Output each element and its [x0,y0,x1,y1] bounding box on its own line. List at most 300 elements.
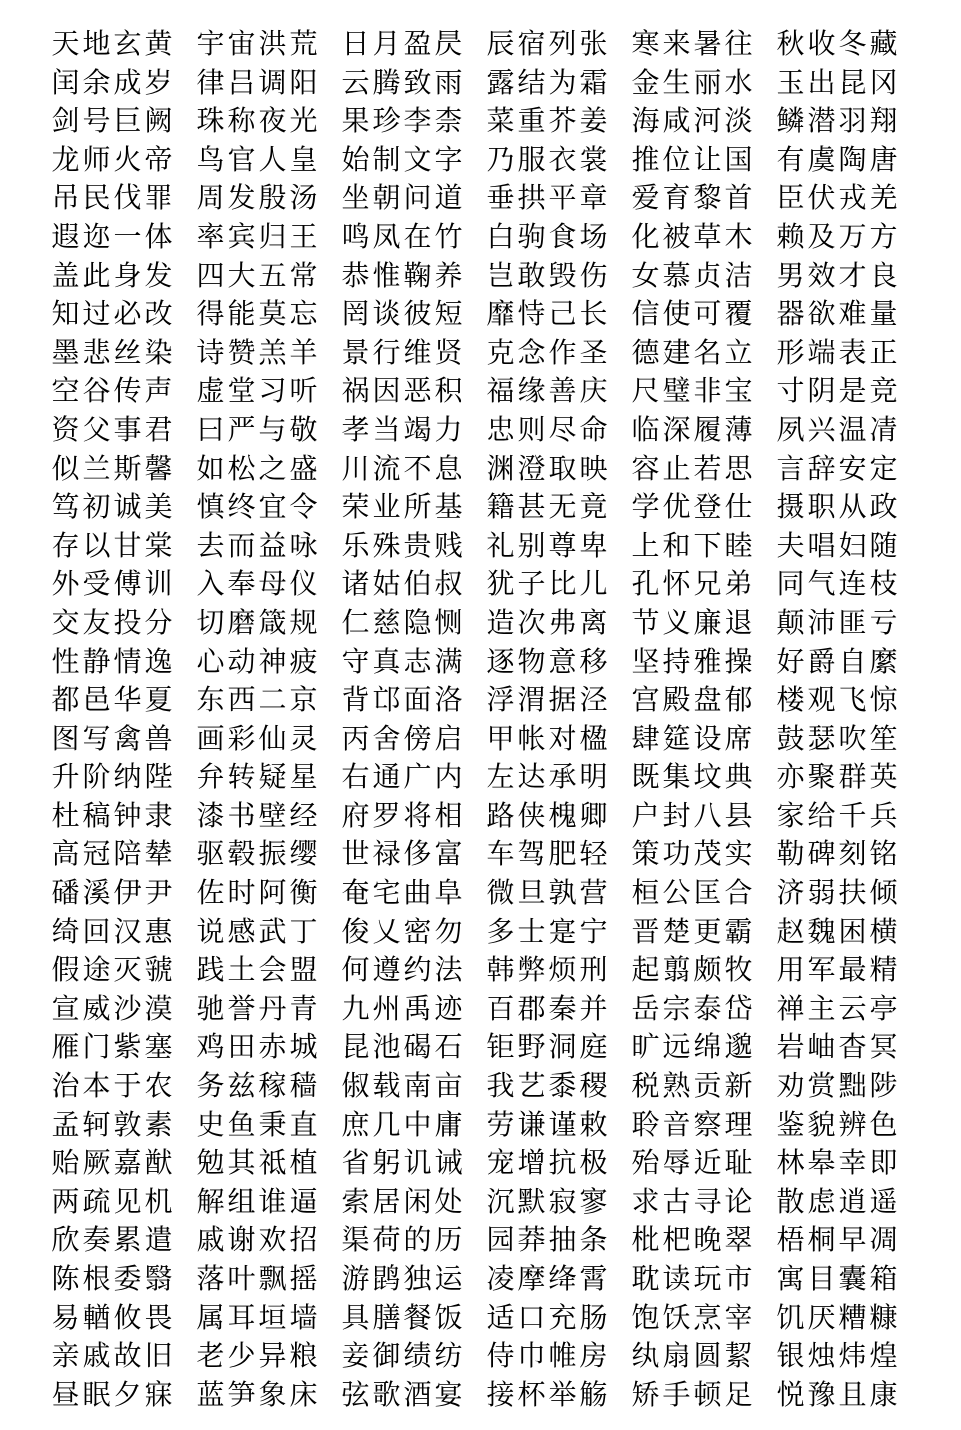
character-cell: 王 [289,219,318,253]
character-cell: 美 [144,490,173,524]
grid-row [50,102,899,141]
phrase-group [775,411,899,450]
character-cell: 属 [196,1300,225,1334]
character-cell: 辨 [838,1107,867,1141]
character-cell: 平 [548,181,577,215]
character-cell: 黎 [693,181,722,215]
phrase-group [775,102,899,141]
character-cell: 优 [662,490,691,524]
phrase-group [340,372,464,411]
character-cell: 铭 [869,837,898,871]
phrase-group [630,1376,754,1415]
character-cell: 明 [579,760,608,794]
character-cell: 杳 [838,1030,867,1064]
character-cell: 宴 [434,1377,463,1411]
character-cell: 殊 [372,528,401,562]
character-cell: 酒 [403,1377,432,1411]
phrase-group [775,488,899,527]
character-cell: 无 [548,490,577,524]
character-cell: 鸣 [341,219,370,253]
character-cell: 石 [434,1030,463,1064]
character-cell: 车 [486,837,515,871]
character-cell: 城 [289,1030,318,1064]
character-cell: 殷 [258,181,287,215]
phrase-group [50,1299,174,1338]
character-cell: 弟 [724,567,753,601]
character-cell: 宣 [51,991,80,1025]
character-cell: 素 [144,1107,173,1141]
character-cell: 俊 [341,914,370,948]
character-cell: 侍 [486,1339,515,1373]
character-cell: 洛 [434,683,463,717]
character-cell: 临 [631,412,660,446]
character-cell: 覆 [724,297,753,331]
character-cell: 落 [196,1262,225,1295]
character-cell: 器 [776,297,805,331]
phrase-group [485,218,609,257]
phrase-group [630,372,754,411]
character-cell: 勉 [196,1146,225,1180]
character-cell: 闰 [51,65,80,99]
character-cell: 群 [838,760,867,794]
character-cell: 殿 [662,683,691,717]
character-cell: 改 [144,297,173,331]
character-cell: 盟 [289,953,318,987]
phrase-group [630,681,754,720]
character-cell: 左 [486,760,515,794]
character-cell: 剑 [51,104,80,138]
character-cell: 松 [227,451,256,485]
character-cell: 故 [113,1339,142,1373]
character-cell: 厥 [82,1146,111,1180]
character-cell: 服 [517,142,546,176]
character-cell: 天 [51,27,80,60]
character-cell: 职 [807,490,836,524]
character-cell: 升 [51,760,80,794]
character-cell: 雅 [693,644,722,678]
character-cell: 实 [724,837,753,871]
grid-row [50,257,899,296]
character-cell: 煌 [869,1339,898,1373]
character-cell: 荣 [341,490,370,524]
phrase-group [485,450,609,489]
character-cell: 古 [662,1184,691,1218]
phrase-group [485,913,609,952]
character-cell: 疲 [289,644,318,678]
character-cell: 姑 [372,567,401,601]
phrase-group [775,604,899,643]
character-cell: 民 [82,181,111,215]
phrase-group [340,835,464,874]
character-cell: 上 [631,528,660,562]
character-cell: 裳 [579,142,608,176]
character-cell: 切 [196,605,225,639]
character-cell: 猷 [144,1146,173,1180]
character-cell: 寐 [144,1377,173,1411]
character-cell: 基 [434,490,463,524]
character-cell: 宗 [662,991,691,1025]
character-cell: 缨 [289,837,318,871]
character-cell: 寓 [776,1262,805,1295]
character-cell: 霜 [579,65,608,99]
character-cell: 尊 [548,528,577,562]
character-cell: 雁 [51,1030,80,1064]
character-cell: 荷 [372,1223,401,1257]
phrase-group [50,527,174,566]
phrase-group [630,257,754,296]
character-cell: 会 [258,953,287,987]
character-cell: 力 [434,412,463,446]
character-cell: 岩 [776,1030,805,1064]
phrase-group [775,1260,899,1299]
character-cell: 号 [82,104,111,138]
character-cell: 结 [517,65,546,99]
phrase-group [775,257,899,296]
phrase-group [775,334,899,373]
character-cell: 志 [403,644,432,678]
phrase-group [50,141,174,180]
character-cell: 登 [693,490,722,524]
character-cell: 所 [403,490,432,524]
character-cell: 静 [82,644,111,678]
character-cell: 周 [196,181,225,215]
character-cell: 爱 [631,181,660,215]
phrase-group [340,1067,464,1106]
character-cell: 辰 [486,27,515,60]
phrase-group [485,1106,609,1145]
character-cell: 流 [372,451,401,485]
character-cell: 巨 [113,104,142,138]
character-cell: 手 [662,1377,691,1411]
character-cell: 匪 [838,605,867,639]
character-cell: 恃 [517,297,546,331]
phrase-group [340,141,464,180]
character-cell: 女 [631,258,660,292]
character-cell: 草 [693,219,722,253]
character-cell: 仁 [341,605,370,639]
character-cell: 谢 [227,1223,256,1257]
phrase-group [775,1183,899,1222]
phrase-group [485,604,609,643]
character-cell: 浮 [486,683,515,717]
character-cell: 勿 [434,914,463,948]
character-cell: 忠 [486,412,515,446]
character-cell: 存 [51,528,80,562]
character-cell: 冈 [869,65,898,99]
character-cell: 持 [662,644,691,678]
character-cell: 面 [403,683,432,717]
phrase-group [775,643,899,682]
phrase-group [340,720,464,759]
character-cell: 路 [486,798,515,832]
character-cell: 莽 [517,1223,546,1257]
phrase-group [50,604,174,643]
character-cell: 宿 [517,27,546,60]
character-cell: 贻 [51,1146,80,1180]
character-cell: 意 [548,644,577,678]
character-cell: 墨 [51,335,80,369]
character-cell: 馨 [144,451,173,485]
character-cell: 起 [631,953,660,987]
phrase-group [340,1337,464,1376]
phrase-group [630,1260,754,1299]
character-cell: 求 [631,1184,660,1218]
character-cell: 散 [776,1184,805,1218]
phrase-group [340,681,464,720]
character-cell: 晋 [631,914,660,948]
character-cell: 赤 [258,1030,287,1064]
character-cell: 高 [51,837,80,871]
character-cell: 畏 [144,1300,173,1334]
phrase-group [50,681,174,720]
character-cell: 念 [517,335,546,369]
character-cell: 翦 [662,953,691,987]
character-cell: 甲 [486,721,515,755]
character-cell: 公 [662,876,691,910]
character-cell: 思 [724,451,753,485]
character-cell: 映 [579,451,608,485]
phrase-group [630,758,754,797]
character-cell: 讥 [403,1146,432,1180]
character-cell: 自 [838,644,867,678]
phrase-group [630,64,754,103]
character-cell: 笋 [227,1377,256,1411]
grid-row [50,488,899,527]
character-cell: 八 [693,798,722,832]
character-cell: 驱 [196,837,225,871]
character-cell: 咸 [662,104,691,138]
phrase-group [340,1028,464,1067]
character-cell: 慎 [196,490,225,524]
character-cell: 鸡 [196,1030,225,1064]
character-cell: 夜 [258,104,287,138]
character-cell: 伐 [113,181,142,215]
character-cell: 表 [838,335,867,369]
character-cell: 敕 [579,1107,608,1141]
character-cell: 鉴 [776,1107,805,1141]
character-cell: 满 [434,644,463,678]
phrase-group [340,411,464,450]
character-cell: 真 [372,644,401,678]
character-cell: 韩 [486,953,515,987]
character-cell: 誉 [227,991,256,1025]
phrase-group [340,1299,464,1338]
character-cell: 书 [227,798,256,832]
character-cell: 冠 [82,837,111,871]
character-cell: 亭 [869,991,898,1025]
character-cell: 图 [51,721,80,755]
character-cell: 巾 [517,1339,546,1373]
character-cell: 据 [548,683,577,717]
character-cell: 始 [341,142,370,176]
character-cell: 田 [227,1030,256,1064]
character-cell: 国 [724,142,753,176]
character-cell: 洪 [258,27,287,60]
character-cell: 朝 [372,181,401,215]
character-cell: 交 [51,605,80,639]
character-cell: 庶 [341,1107,370,1141]
character-cell: 悲 [82,335,111,369]
character-cell: 节 [631,605,660,639]
grid-row [50,1028,899,1067]
character-cell: 因 [372,374,401,408]
character-cell: 写 [82,721,111,755]
character-cell: 盘 [693,683,722,717]
character-cell: 有 [776,142,805,176]
character-cell: 得 [196,297,225,331]
character-cell: 傍 [403,721,432,755]
character-cell: 逐 [486,644,515,678]
phrase-group [195,1260,319,1299]
phrase-group [485,1144,609,1183]
character-cell: 夕 [113,1377,142,1411]
character-cell: 昼 [51,1377,80,1411]
phrase-group [630,797,754,836]
character-cell: 坐 [341,181,370,215]
character-cell: 操 [724,644,753,678]
phrase-group [340,1183,464,1222]
character-cell: 壁 [258,798,287,832]
character-cell: 丙 [341,721,370,755]
character-cell: 遣 [144,1223,173,1257]
phrase-group [630,527,754,566]
character-cell: 云 [341,65,370,99]
character-cell: 更 [693,914,722,948]
character-cell: 渭 [517,683,546,717]
character-cell: 冥 [869,1030,898,1064]
character-cell: 让 [693,142,722,176]
character-cell: 累 [113,1223,142,1257]
phrase-group [340,295,464,334]
character-cell: 莫 [258,297,287,331]
character-cell: 县 [724,798,753,832]
phrase-group [630,218,754,257]
grid-row [50,565,899,604]
phrase-group [630,450,754,489]
phrase-group [630,334,754,373]
character-cell: 横 [869,914,898,948]
character-cell: 非 [693,374,722,408]
character-cell: 宰 [724,1300,753,1334]
character-cell: 聚 [807,760,836,794]
character-cell: 柰 [434,104,463,138]
character-cell: 严 [227,412,256,446]
character-cell: 纳 [113,760,142,794]
phrase-group [775,681,899,720]
phrase-group [340,1260,464,1299]
phrase-group [775,835,899,874]
character-cell: 拱 [517,181,546,215]
character-cell: 主 [807,991,836,1025]
character-cell: 易 [51,1300,80,1334]
character-cell: 夫 [776,528,805,562]
phrase-group [195,372,319,411]
character-cell: 箴 [258,605,287,639]
phrase-group [195,25,319,64]
phrase-group [485,411,609,450]
phrase-group [775,295,899,334]
character-cell: 昃 [434,27,463,60]
character-cell: 英 [869,760,898,794]
character-cell: 泰 [693,991,722,1025]
character-cell: 儿 [579,567,608,601]
phrase-group [485,257,609,296]
phrase-group [485,1299,609,1338]
phrase-group [630,1183,754,1222]
character-cell: 兽 [144,721,173,755]
character-cell: 咏 [289,528,318,562]
character-cell: 心 [196,644,225,678]
character-cell: 勒 [776,837,805,871]
character-cell: 通 [372,760,401,794]
character-cell: 伤 [579,258,608,292]
character-cell: 庭 [579,1030,608,1064]
character-cell: 直 [289,1107,318,1141]
character-cell: 吹 [838,721,867,755]
character-cell: 叶 [227,1262,256,1295]
character-cell: 似 [51,451,80,485]
character-cell: 叔 [434,567,463,601]
phrase-group [630,179,754,218]
phrase-group [775,1221,899,1260]
character-cell: 垣 [258,1300,287,1334]
character-cell: 益 [258,528,287,562]
character-cell: 驹 [517,219,546,253]
character-cell: 都 [51,683,80,717]
character-cell: 帐 [517,721,546,755]
character-cell: 奉 [227,567,256,601]
character-cell: 阙 [144,104,173,138]
character-cell: 驾 [517,837,546,871]
phrase-group [485,488,609,527]
character-cell: 作 [548,335,577,369]
phrase-group [485,25,609,64]
character-cell: 时 [227,876,256,910]
character-cell: 机 [144,1184,173,1218]
character-cell: 诚 [113,490,142,524]
phrase-group [340,450,464,489]
character-cell: 名 [693,335,722,369]
character-cell: 汤 [289,181,318,215]
character-cell: 凊 [869,412,898,446]
grid-row [50,372,899,411]
character-cell: 灭 [113,953,142,987]
character-cell: 宾 [227,219,256,253]
character-cell: 制 [372,142,401,176]
character-cell: 位 [662,142,691,176]
grid-row [50,1376,899,1415]
character-cell: 桓 [631,876,660,910]
character-cell: 若 [693,451,722,485]
character-cell: 养 [434,258,463,292]
character-cell: 谷 [82,374,111,408]
character-cell: 赏 [807,1069,836,1103]
character-cell: 诫 [434,1146,463,1180]
phrase-group [195,565,319,604]
character-cell: 去 [196,528,225,562]
character-cell: 生 [662,65,691,99]
character-cell: 墙 [289,1300,318,1334]
character-cell: 秦 [548,991,577,1025]
phrase-group [195,720,319,759]
character-cell: 眠 [82,1377,111,1411]
phrase-group [775,1106,899,1145]
character-cell: 虢 [144,953,173,987]
character-cell: 正 [869,335,898,369]
character-cell: 笙 [869,721,898,755]
character-cell: 封 [662,798,691,832]
character-cell: 户 [631,798,660,832]
